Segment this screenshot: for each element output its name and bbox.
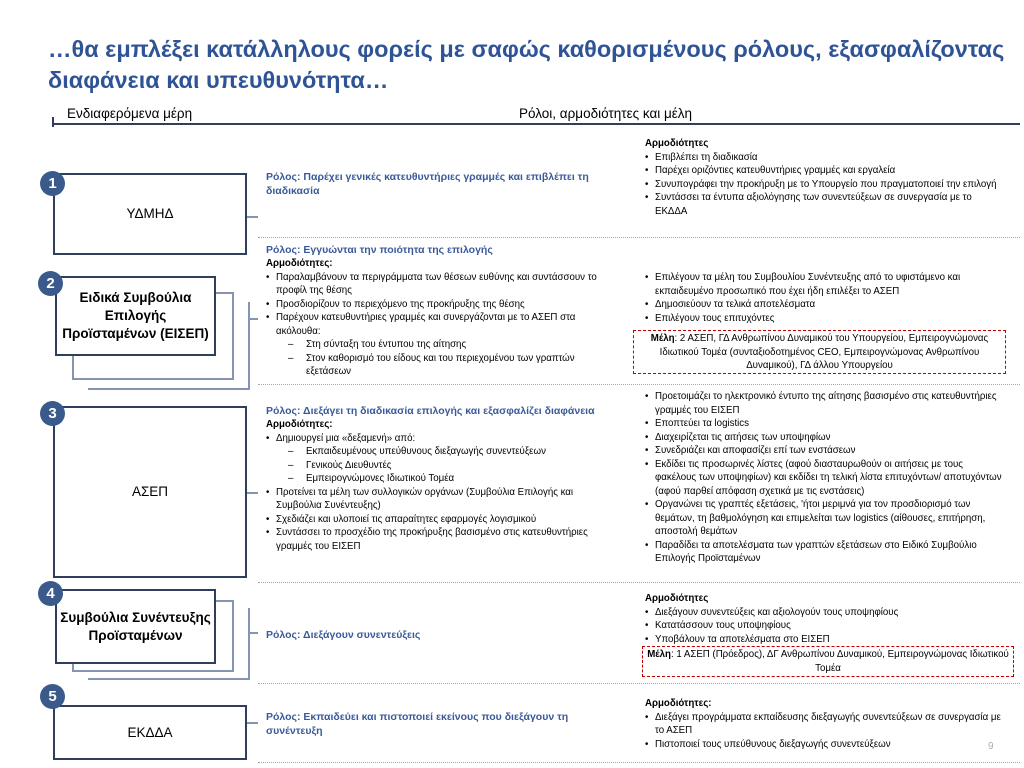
list-item: • Εκδίδει τις προσωρινές λίστες (αφού διασταυρωθούν οι αιτήσεις με τους φακέλους των υποψηφίων) και εκδίδει τη τελική λίστα επιτυχόντων/ αποτυχόντων (αφού παρθεί απόφαση σχετικά με τις ενστάσεις) <box>645 458 1005 499</box>
stakeholder-box-asep <box>53 406 247 578</box>
responsibilities-label: Αρμοδιότητες: <box>266 258 333 269</box>
role-text: Ρόλος: Εκπαιδεύει και πιστοποιεί εκείνους που διεξάγουν τη συνέντευξη <box>266 711 569 737</box>
row-separator <box>258 582 1020 583</box>
row-separator <box>258 683 1020 684</box>
list-item: • Επιλέγουν τα μέλη του Συμβουλίου Συνέντευξης από το υφιστάμενο και εκπαιδευμένο προσωπικό που έχει ήδη επιλέξει το ΑΣΕΠ <box>645 271 1005 298</box>
connector-line <box>250 318 258 320</box>
connector-line <box>247 492 258 494</box>
column-header-stakeholders: Ενδιαφερόμενα μέρη <box>67 106 193 121</box>
members-box <box>633 330 1006 374</box>
list-item: • Συντάσσει τα έντυπα αξιολόγησης των συνεντεύξεων σε συνεργασία με το ΕΚΔΔΑ <box>645 191 1005 218</box>
list-item: • Παρέχουν κατευθυντήριες γραμμές και συνεργάζονται με το ΑΣΕΠ στα ακόλουθα: <box>266 311 614 338</box>
page-title: …θα εμπλέξει κατάλληλους φορείς με σαφώς καθορισμένους ρόλους, εξασφαλίζοντας διαφάνεια και υπευθυνότητα… <box>48 36 1005 93</box>
row-separator <box>258 762 1020 763</box>
responsibilities-block <box>645 697 1005 751</box>
role-text: Ρόλος: Διεξάγουν συνεντεύξεις <box>266 629 421 641</box>
responsibilities-label: Αρμοδιότητες <box>645 593 709 604</box>
list-item: • Διεξάγει προγράμματα εκπαίδευσης διεξαγωγής συνεντεύξεων σε συνεργασία με το ΑΣΕΠ <box>645 711 1005 738</box>
list-item: • Προετοιμάζει το ηλεκτρονικό έντυπο της αίτησης βασισμένο στις κατευθυντήριες γραμμές του ΕΙΣΕΠ <box>645 390 1005 417</box>
connector-line <box>250 632 258 634</box>
responsibilities-block <box>645 592 1005 646</box>
list-item: • Προτείνει τα μέλη των συλλογικών οργάνων (Συμβούλια Επιλογής και Συμβούλια Συνέντευξης) <box>266 486 614 513</box>
list-item: • Εποπτεύει τα logistics <box>645 417 1005 431</box>
list-item: • Παρέχει οριζόντιες κατευθυντήριες γραμμές και εργαλεία <box>645 164 1005 178</box>
list-item: • Κατατάσσουν τους υποψηφίους <box>645 619 1005 633</box>
list-item: • Παραδίδει τα αποτελέσματα των γραπτών εξετάσεων στο Ειδικό Συμβούλιο Επιλογής Προϊσταμένων <box>645 539 1005 566</box>
stakeholder-name: ΥΔΜΗΔ <box>126 206 174 221</box>
stakeholder-box-interview-boards <box>55 589 216 664</box>
role-block <box>266 404 614 553</box>
members-label: Μέλη <box>647 649 671 660</box>
stakeholder-name: ΑΣΕΠ <box>131 484 169 499</box>
header-divider <box>52 123 1020 125</box>
members-label: Μέλη <box>650 333 675 344</box>
stakeholder-name: Συμβούλια Συνέντευξης Προϊσταμένων <box>60 609 211 643</box>
row-separator <box>258 384 1020 385</box>
sub-list-item: – Εκπαιδευμένους υπεύθυνους διεξαγωγής συνεντεύξεων <box>266 445 614 459</box>
responsibilities-block <box>645 137 1005 218</box>
step-number-badge: 2 <box>38 271 63 296</box>
step-number-badge: 3 <box>40 401 65 426</box>
list-item: • Πιστοποιεί τους υπεύθυνους διεξαγωγής συνεντεύξεων <box>645 738 1005 752</box>
members-text: : 2 ΑΣΕΠ, ΓΔ Ανθρωπίνου Δυναμικού του Υπουργείου, Εμπειρογνώμονας Ιδιωτικού Τομέα (συνταξιοδοτημένος CEO, Εμπειρογνώμονας Ανθρωπίνου Δυναμικού), ΓΔ άλλου Υπουργείου <box>659 333 989 371</box>
step-number-badge: 5 <box>40 684 65 709</box>
responsibilities-label: Αρμοδιότητες: <box>645 698 712 709</box>
stakeholder-box-eisep <box>55 276 216 356</box>
list-item: • Δημοσιεύουν τα τελικά αποτελέσματα <box>645 298 1005 312</box>
list-item: • Προσδιορίζουν το περιεχόμενο της προκήρυξης της θέσης <box>266 298 614 312</box>
step-number-badge: 1 <box>40 171 65 196</box>
members-text: : 1 ΑΣΕΠ (Πρόεδρος), ΔΓ Ανθρωπίνου Δυναμικού, Εμπειρογνώμονας Ιδιωτικού Τομέα <box>670 649 1009 674</box>
column-header-roles: Ρόλοι, αρμοδιότητες και μέλη <box>519 106 693 121</box>
role-text: Ρόλος: Παρέχει γενικές κατευθυντήριες γραμμές και επιβλέπει τη διαδικασία <box>266 171 589 197</box>
responsibilities-block <box>645 390 1005 566</box>
page-number: 9 <box>988 741 994 752</box>
list-item: • Επιλέγουν τους επιτυχόντες <box>645 312 1005 326</box>
list-item: • Συντάσσει το προσχέδιο της προκήρυξης βασισμένο στις κατευθυντήριες γραμμές του ΕΙΣΕΠ <box>266 526 614 553</box>
sub-list-item: – Γενικούς Διευθυντές <box>266 459 614 473</box>
list-item: • Παραλαμβάνουν τα περιγράμματα των θέσεων ευθύνης και συντάσσουν το προφίλ της θέσης <box>266 271 614 298</box>
row-separator <box>258 237 1020 238</box>
list-item: • Συνεδριάζει και αποφασίζει επί των ενστάσεων <box>645 444 1005 458</box>
sub-list-item: – Στη σύνταξη του έντυπου της αίτησης <box>266 338 614 352</box>
stakeholder-name: Ειδικά Συμβούλια Επιλογής Προϊσταμένων (ΕΙΣΕΠ) <box>62 290 209 341</box>
role-text: Ρόλος: Εγγυώνται την ποιότητα της επιλογής <box>266 244 493 256</box>
list-item: • Σχεδιάζει και υλοποιεί τις απαραίτητες εφαρμογές λογισμικού <box>266 513 614 527</box>
role-block <box>266 243 614 379</box>
list-item: • Επιβλέπει τη διαδικασία <box>645 151 1005 165</box>
sub-list-item: – Εμπειρογνώμονες Ιδιωτικού Τομέα <box>266 472 614 486</box>
list-item: • Διεξάγουν συνεντεύξεις και αξιολογούν τους υποψηφίους <box>645 606 1005 620</box>
step-number-badge: 4 <box>38 581 63 606</box>
connector-line <box>247 722 258 724</box>
role-text: Ρόλος: Διεξάγει τη διαδικασία επιλογής και εξασφαλίζει διαφάνεια <box>266 405 595 417</box>
list-item: • Υποβάλουν τα αποτελέσματα στο ΕΙΣΕΠ <box>645 633 1005 647</box>
stakeholder-box-ydmhd <box>53 173 247 255</box>
responsibilities-label: Αρμοδιότητες: <box>266 419 333 430</box>
sub-list-item: – Στον καθορισμό του είδους και του περιεχομένου των γραπτών εξετάσεων <box>266 352 614 379</box>
stakeholder-box-ekdda <box>53 705 247 760</box>
stakeholder-name: ΕΚΔΔΑ <box>127 724 173 740</box>
header-tick <box>52 117 54 127</box>
list-item: • Οργανώνει τις γραπτές εξετάσεις, 'ήτοι μεριμνά για τον προσδιορισμό των θεμάτων, τη βαθμολόγηση και επιμελείται των logistics (αίθουσες, επιτήρηση, αποστολή θεμάτων <box>645 498 1005 539</box>
connector-line <box>247 216 258 218</box>
list-item: • Διαχειρίζεται τις αιτήσεις των υποψηφίων <box>645 431 1005 445</box>
list-item: • Δημιουργεί μια «δεξαμενή» από: <box>266 432 614 446</box>
list-item: • Συνυπογράφει την προκήρυξη με το Υπουργείο που πραγματοποιεί την επιλογή <box>645 178 1005 192</box>
responsibilities-label: Αρμοδιότητες <box>645 138 709 149</box>
responsibilities-block <box>645 271 1005 325</box>
members-box <box>642 646 1014 677</box>
